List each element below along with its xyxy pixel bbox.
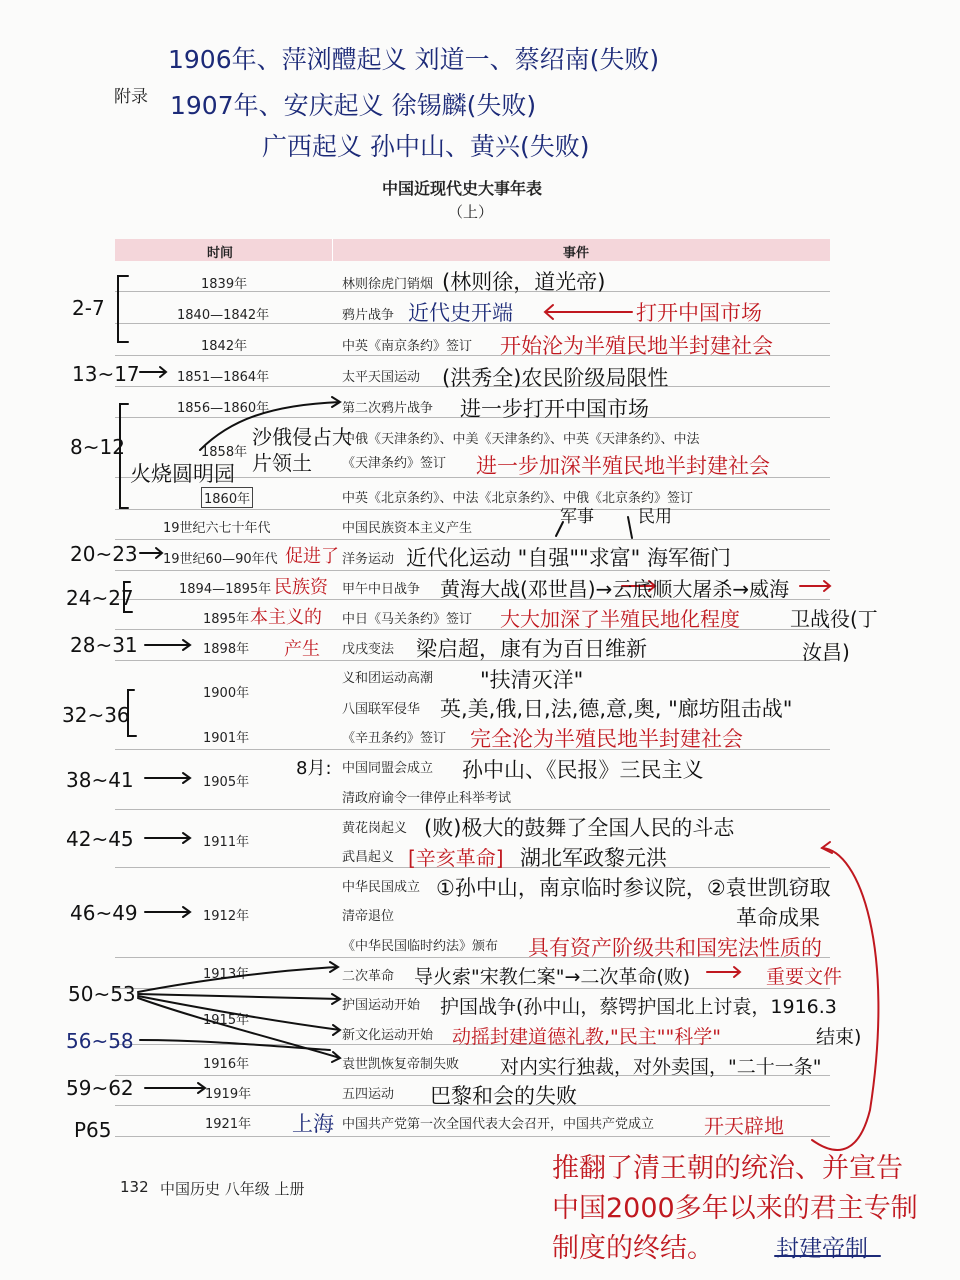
range-59-62: 59~62	[66, 1076, 134, 1100]
row-date: 1860年	[201, 487, 253, 508]
row-date: 1912年	[203, 909, 250, 924]
note-yangwu: 近代化运动 "自强""求富" 海军衙门	[406, 546, 731, 570]
arrow-59-62	[145, 1083, 205, 1093]
row-event: 中英《南京条约》签订	[342, 339, 473, 354]
row-event: 义和团运动高潮	[342, 671, 434, 686]
page-subtitle: （上）	[448, 203, 494, 221]
row-date: 1894—1895年	[179, 582, 272, 597]
note-tianjin: 进一步加深半殖民地半封建社会	[476, 454, 770, 478]
note-bottom-3: 制度的终结。	[552, 1233, 714, 1264]
note-fruits: 革命成果	[736, 906, 820, 930]
note-constitution: 具有资产阶级共和国宪法性质的	[528, 936, 822, 960]
note-capital-2: 本主义的	[250, 607, 322, 628]
arrow-28-31	[145, 640, 190, 650]
row-date: 1919年	[205, 1087, 252, 1102]
range-38-41: 38~41	[66, 768, 134, 792]
row-event: 鸦片战争	[342, 308, 395, 323]
row-date: 1915年	[203, 1013, 250, 1028]
note-end: 结束)	[816, 1026, 862, 1048]
note-guangxi: 广西起义 孙中山、黄兴(失败)	[262, 132, 590, 161]
row-event: 新文化运动开始	[342, 1028, 434, 1043]
page-title: 中国近现代史大事年表	[382, 179, 543, 198]
row-date: 1895年	[203, 612, 250, 627]
arrow-20-23	[140, 548, 162, 558]
note-weihai: 卫战役(丁	[790, 607, 878, 631]
row-date: 1839年	[201, 277, 248, 292]
note-roc: ①孙中山，南京临时参议院，②袁世凯窃取	[436, 876, 831, 900]
range-28-31: 28~31	[70, 633, 138, 657]
note-xinchou: 完全沦为半殖民地半封建社会	[470, 727, 743, 751]
row-date: 1840—1842年	[177, 308, 270, 323]
note-nanjing: 开始沦为半殖民地半封建社会	[500, 334, 773, 358]
note-feudal-monarchy: 封建帝制	[776, 1236, 868, 1262]
range-8-12: 8~12	[70, 435, 125, 459]
note-promote: 促进了	[285, 546, 339, 567]
arrow-opium-red	[545, 305, 632, 319]
note-wuxu: 梁启超，康有为百日维新	[416, 637, 647, 661]
row-event: 中俄《天津条约》、中美《天津条约》、中英《天津条约》、中法	[342, 432, 700, 447]
note-yuanmingyuan: 火烧圆明园	[130, 462, 235, 486]
note-xinhai: [辛亥革命]	[408, 846, 504, 870]
row-event-cont: 《天津条约》签订	[342, 456, 447, 471]
note-hubei: 湖北军政黎元洪	[520, 846, 667, 870]
note-may4: 巴黎和会的失败	[430, 1084, 577, 1108]
arrow-wuchang-head	[822, 842, 832, 853]
note-huguo: 护国战争(孙中山，蔡锷护国北上讨袁，1916.3	[440, 996, 837, 1018]
row-event: 洋务运动	[342, 552, 395, 567]
arrow-13-17	[140, 367, 166, 377]
note-second-revolution: 导火索"宋教仁案"→二次革命(败)	[414, 966, 691, 988]
row-event: 二次革命	[342, 969, 395, 984]
range-42-45: 42~45	[66, 827, 134, 851]
arrow-46-49	[145, 907, 190, 917]
bracket-2-7	[118, 276, 128, 342]
book-title: 中国历史 八年级 上册	[160, 1180, 305, 1198]
row-event: 第二次鸦片战争	[342, 401, 434, 416]
range-50-53: 50~53	[68, 982, 136, 1006]
range-13-17: 13~17	[72, 362, 140, 386]
note-august: 8月:	[296, 758, 332, 779]
note-1906: 1906年、萍浏醴起义 刘道一、蔡绍南(失败)	[168, 45, 660, 74]
note-important-doc: 重要文件	[766, 966, 843, 988]
note-open-market: 打开中国市场	[636, 301, 762, 325]
page-number: 132	[120, 1178, 149, 1196]
range-20-23: 20~23	[70, 542, 138, 566]
row-event: 中华民国成立	[342, 880, 421, 895]
note-cpc: 开天辟地	[704, 1114, 784, 1138]
range-32-36: 32~36	[62, 703, 130, 727]
row-event: 中国同盟会成立	[342, 761, 434, 776]
note-eight-powers: 英,美,俄,日,法,德,意,奥, "廊坊阻击战"	[440, 697, 793, 721]
row-event: 中国民族资本主义产生	[342, 521, 473, 536]
row-event: 清帝退位	[342, 909, 395, 924]
row-event: 护国运动开始	[342, 998, 421, 1013]
row-date: 1905年	[203, 775, 250, 790]
note-tongmenghui: 孙中山、《民报》三民主义	[462, 758, 704, 782]
note-capital-3: 产生	[284, 639, 320, 660]
row-date: 1901年	[203, 731, 250, 746]
row-event: 《中华民国临时约法》颁布	[342, 939, 499, 954]
note-1839: (林则徐，道光帝)	[442, 270, 606, 294]
row-date: 1900年	[203, 686, 250, 701]
note-new-culture: 动摇封建道德礼教,"民主""科学"	[452, 1026, 721, 1048]
row-date: 1921年	[205, 1117, 252, 1132]
note-jiawu: 黄海大战(邓世昌)→云底顺大屠杀→威海	[440, 577, 790, 601]
col-time-header: 时间	[207, 246, 234, 261]
row-date: 19世纪60—90年代	[163, 552, 278, 567]
note-1907: 1907年、安庆起义 徐锡麟(失败)	[170, 91, 537, 120]
row-event: 中国共产党第一次全国代表大会召开，中国共产党成立	[342, 1117, 655, 1132]
arrow-56-58	[140, 1040, 330, 1050]
note-ruchang: 汝昌)	[802, 640, 850, 664]
row-event: 林则徐虎门销烟	[342, 277, 434, 292]
note-shanghai: 上海	[292, 1112, 334, 1136]
row-event: 甲午中日战争	[342, 582, 421, 597]
arrow-38-41	[145, 773, 190, 783]
row-date: 1916年	[203, 1057, 250, 1072]
note-russia: 沙俄侵占大片领土	[252, 425, 352, 475]
arrow-pointer-civil	[628, 517, 632, 538]
row-event: 八国联军侵华	[342, 702, 421, 717]
row-event: 太平天国运动	[342, 370, 421, 385]
row-event: 袁世凯恢复帝制失败	[342, 1057, 460, 1072]
note-yuan: 对内实行独裁，对外卖国，"二十一条"	[500, 1056, 822, 1078]
note-bottom-1: 推翻了清王朝的统治、并宣告	[552, 1153, 903, 1184]
note-civil: 民用	[638, 507, 672, 527]
row-event: 中日《马关条约》签订	[342, 612, 473, 627]
row-date: 1842年	[201, 339, 248, 354]
note-taiping: (洪秀全)农民阶级局限性	[442, 366, 669, 390]
row-event: 武昌起义	[342, 850, 395, 865]
row-event: 戊戌变法	[342, 642, 395, 657]
arrow-42-45	[145, 833, 190, 843]
note-huanghuagang: (败)极大的鼓舞了全国人民的斗志	[424, 816, 735, 840]
row-event: 黄花岗起义	[342, 821, 408, 836]
row-event: 《辛丑条约》签订	[342, 731, 447, 746]
row-date: 1911年	[203, 835, 250, 850]
row-date: 19世纪六七十年代	[163, 521, 271, 536]
row-event: 清政府谕令一律停止科举考试	[342, 791, 512, 806]
note-opium-start: 近代史开端	[408, 301, 513, 325]
arrow-jiawu-2	[800, 581, 830, 591]
arrow-second-rev	[707, 967, 740, 977]
note-military: 军事	[560, 507, 594, 527]
arrow-50-53-d	[138, 998, 340, 1062]
range-46-49: 46~49	[70, 901, 138, 925]
row-date: 1851—1864年	[177, 370, 270, 385]
row-event: 五四运动	[342, 1087, 395, 1102]
appendix-label: 附录	[114, 87, 148, 107]
row-date: 1858年	[201, 445, 248, 460]
row-date: 1913年	[203, 967, 250, 982]
range-24-27: 24~27	[66, 586, 134, 610]
col-event-header: 事件	[563, 246, 590, 261]
range-p65: P65	[74, 1118, 112, 1142]
note-bottom-2: 中国2000多年以来的君主专制	[552, 1193, 918, 1224]
row-event: 中英《北京条约》、中法《北京条约》、中俄《北京条约》签订	[342, 491, 694, 506]
note-capital-1: 民族资	[274, 577, 328, 598]
row-date: 1856—1860年	[177, 401, 270, 416]
range-2-7: 2-7	[72, 296, 105, 320]
note-maguan: 大大加深了半殖民地化程度	[500, 607, 740, 631]
range-56-58: 56~58	[66, 1029, 134, 1053]
note-second-opium: 进一步打开中国市场	[460, 397, 649, 421]
note-boxer: "扶清灭洋"	[480, 668, 584, 692]
arrow-50-53-a	[138, 962, 338, 992]
row-date: 1898年	[203, 642, 250, 657]
